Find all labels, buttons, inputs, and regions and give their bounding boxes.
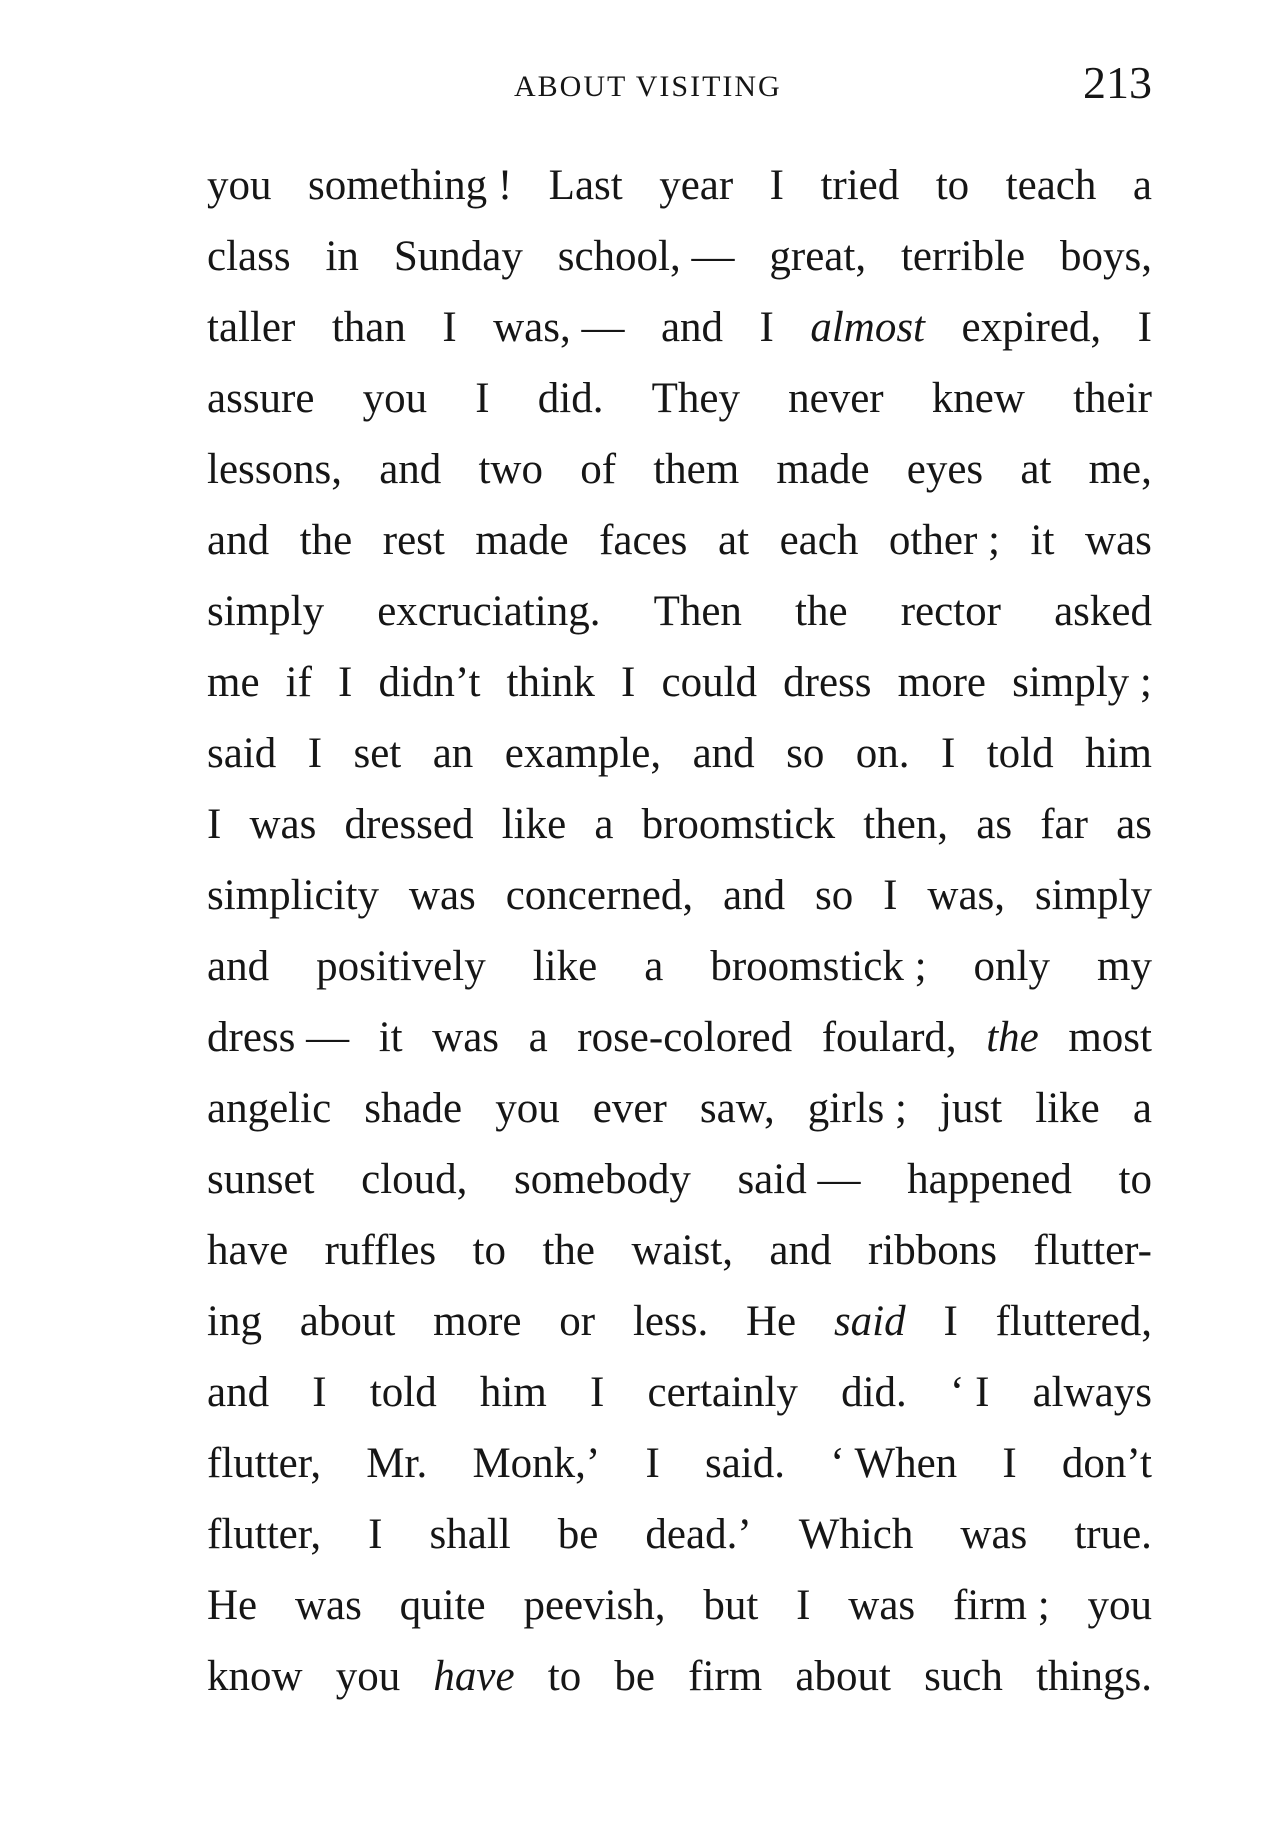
word: eyes <box>906 446 984 493</box>
word: so <box>815 872 854 919</box>
word: boys, <box>1060 233 1152 280</box>
word: always <box>1032 1369 1152 1416</box>
word: I <box>769 162 784 209</box>
word: be <box>557 1511 599 1558</box>
word: other ; <box>888 517 1000 564</box>
word: told <box>986 730 1054 777</box>
text-line <box>207 789 1152 860</box>
word: just <box>940 1085 1003 1132</box>
word: and <box>207 517 270 564</box>
word: think <box>506 659 595 706</box>
word: you <box>207 162 272 209</box>
word: it <box>1030 517 1055 564</box>
word: it <box>378 1014 403 1061</box>
word: less. <box>632 1298 709 1345</box>
word: their <box>1073 375 1152 422</box>
word: than <box>331 304 406 351</box>
text-line <box>207 931 1152 1002</box>
word: dress <box>783 659 872 706</box>
word: you <box>1087 1582 1152 1629</box>
word: was <box>960 1511 1028 1558</box>
word: as <box>1116 801 1152 848</box>
word: an <box>432 730 474 777</box>
word: I <box>943 1298 958 1345</box>
text-line <box>207 1641 1152 1712</box>
word: didn’t <box>378 659 481 706</box>
word: year <box>659 162 734 209</box>
word: was <box>848 1582 916 1629</box>
word: made <box>776 446 870 493</box>
word: a <box>644 943 664 990</box>
word: in <box>325 233 359 280</box>
word: tried <box>820 162 900 209</box>
word: happened <box>907 1156 1072 1203</box>
word: taller <box>207 304 296 351</box>
word: him <box>479 1369 547 1416</box>
word: dressed <box>344 801 474 848</box>
text-line <box>207 363 1152 434</box>
text-line <box>207 718 1152 789</box>
text-line <box>207 1357 1152 1428</box>
word: I <box>645 1440 660 1487</box>
italic-word: almost <box>810 304 926 351</box>
running-head <box>207 57 1152 120</box>
word: don’t <box>1061 1440 1152 1487</box>
word: I <box>475 375 490 422</box>
text-line <box>207 1499 1152 1570</box>
word: on. <box>855 730 910 777</box>
word: you <box>495 1085 560 1132</box>
word: and <box>769 1227 832 1274</box>
word: at <box>1020 446 1052 493</box>
word: saw, <box>699 1085 775 1132</box>
page-number: 213 <box>1083 57 1152 108</box>
text-line <box>207 505 1152 576</box>
word: simply <box>207 588 325 635</box>
word: you <box>335 1653 401 1700</box>
word: great, <box>769 233 867 280</box>
word: a <box>594 801 614 848</box>
word: ever <box>592 1085 667 1132</box>
word: was <box>1085 517 1152 564</box>
word: like <box>1035 1085 1100 1132</box>
word: such <box>924 1653 1003 1700</box>
word: and <box>660 304 724 351</box>
text-line <box>207 1144 1152 1215</box>
word: said — <box>737 1156 861 1203</box>
word: ruffles <box>324 1227 437 1274</box>
word: did. <box>537 375 604 422</box>
word: was <box>408 872 476 919</box>
word: only <box>973 943 1050 990</box>
word: I <box>589 1369 605 1416</box>
text-line <box>207 1570 1152 1641</box>
word: simplicity <box>207 872 379 919</box>
word: or <box>559 1298 596 1345</box>
word: expired, <box>961 304 1102 351</box>
word: a <box>1132 1085 1152 1132</box>
word: dress — <box>207 1014 350 1061</box>
text-line <box>207 1002 1152 1073</box>
word: Last <box>548 162 623 209</box>
word: Mr. <box>366 1440 428 1487</box>
word: each <box>779 517 859 564</box>
word: asked <box>1054 588 1152 635</box>
text-line <box>207 1428 1152 1499</box>
word: I <box>621 659 636 706</box>
word: I <box>1002 1440 1017 1487</box>
text-line <box>207 860 1152 931</box>
word: I <box>312 1369 327 1416</box>
word: Then <box>653 588 742 635</box>
word: somebody <box>514 1156 691 1203</box>
word: me <box>207 659 260 706</box>
word: knew <box>931 375 1025 422</box>
word: rest <box>382 517 445 564</box>
word: I <box>368 1511 383 1558</box>
word: be <box>614 1653 655 1700</box>
word: I <box>207 801 222 848</box>
word: could <box>661 659 758 706</box>
word: simply <box>1034 872 1152 919</box>
word: far <box>1040 801 1088 848</box>
word: flutter, <box>207 1511 322 1558</box>
word: about <box>795 1653 891 1700</box>
word: excruciating. <box>377 588 601 635</box>
word: to <box>547 1653 582 1700</box>
word: did. <box>841 1369 907 1416</box>
word: most <box>1068 1014 1152 1061</box>
word: dead.’ <box>645 1511 752 1558</box>
word: simply ; <box>1012 659 1152 706</box>
word: a <box>528 1014 548 1061</box>
word: firm <box>688 1653 763 1700</box>
word: rose-colored <box>577 1014 793 1061</box>
word: teach <box>1005 162 1097 209</box>
text-line <box>207 150 1152 221</box>
word: the <box>542 1227 595 1274</box>
word: and <box>379 446 442 493</box>
word: set <box>353 730 402 777</box>
word: you <box>362 375 428 422</box>
word: him <box>1085 730 1152 777</box>
word: He <box>746 1298 797 1345</box>
word: class <box>207 233 291 280</box>
word: positively <box>316 943 486 990</box>
text-line <box>207 1286 1152 1357</box>
word: at <box>717 517 750 564</box>
word: ing <box>207 1298 262 1345</box>
word: lessons, <box>207 446 342 493</box>
word: I <box>307 730 323 777</box>
word: I <box>940 730 956 777</box>
running-title: ABOUT VISITING <box>514 70 782 103</box>
word: He <box>207 1582 258 1629</box>
word: but <box>703 1582 759 1629</box>
word: broomstick <box>641 801 836 848</box>
word: never <box>788 375 884 422</box>
text-line <box>207 1215 1152 1286</box>
word: to <box>472 1227 506 1274</box>
word: know <box>207 1653 303 1700</box>
word: a <box>1132 162 1152 209</box>
word: They <box>651 375 740 422</box>
word: shall <box>429 1511 511 1558</box>
word: something ! <box>307 162 513 209</box>
word: me, <box>1088 446 1152 493</box>
word: true. <box>1074 1511 1152 1558</box>
word: the <box>795 588 848 635</box>
word: sunset <box>207 1156 315 1203</box>
word: to <box>935 162 970 209</box>
word: fluttered, <box>995 1298 1152 1345</box>
word: like <box>501 801 567 848</box>
word: said <box>207 730 277 777</box>
word: and <box>723 872 786 919</box>
word: firm ; <box>952 1582 1050 1629</box>
word: flutter- <box>1033 1227 1152 1274</box>
word: I <box>759 304 774 351</box>
text-line <box>207 221 1152 292</box>
word: then, <box>863 801 949 848</box>
word: like <box>532 943 598 990</box>
word: if <box>285 659 312 706</box>
word: waist, <box>631 1227 733 1274</box>
word: rector <box>900 588 1001 635</box>
word: flutter, <box>207 1440 322 1487</box>
word: example, <box>504 730 662 777</box>
word: angelic <box>207 1085 332 1132</box>
word: assure <box>207 375 315 422</box>
word: quite <box>399 1582 486 1629</box>
word: about <box>299 1298 396 1345</box>
text-line <box>207 434 1152 505</box>
word: more <box>897 659 986 706</box>
italic-word: the <box>986 1014 1039 1061</box>
word: was <box>249 801 317 848</box>
text-line <box>207 1073 1152 1144</box>
word: and <box>207 943 270 990</box>
word: two <box>478 446 543 493</box>
word: more <box>433 1298 522 1345</box>
word: Sunday <box>393 233 523 280</box>
word: certainly <box>647 1369 798 1416</box>
italic-word: said <box>833 1298 906 1345</box>
word: as <box>976 801 1013 848</box>
word: ‘ When <box>830 1440 958 1487</box>
word: broomstick ; <box>710 943 927 990</box>
word: cloud, <box>361 1156 468 1203</box>
word: I <box>883 872 898 919</box>
word: was, <box>927 872 1006 919</box>
word: I <box>338 659 353 706</box>
word: shade <box>364 1085 463 1132</box>
word: my <box>1097 943 1152 990</box>
italic-word: have <box>433 1653 515 1700</box>
word: I <box>796 1582 811 1629</box>
word: and <box>692 730 755 777</box>
word: was <box>432 1014 500 1061</box>
word: things. <box>1036 1653 1152 1700</box>
word: foulard, <box>821 1014 957 1061</box>
word: Which <box>798 1511 914 1558</box>
word: told <box>369 1369 437 1416</box>
text-line <box>207 576 1152 647</box>
word: faces <box>599 517 688 564</box>
word: to <box>1118 1156 1152 1203</box>
text-line <box>207 647 1152 718</box>
word: the <box>299 517 353 564</box>
word: girls ; <box>807 1085 907 1132</box>
word: school, — <box>557 233 735 280</box>
word: made <box>475 517 569 564</box>
body-text <box>207 150 1152 1712</box>
word: I <box>1137 304 1152 351</box>
word: I <box>442 304 457 351</box>
word: was, — <box>493 304 625 351</box>
word: said. <box>704 1440 786 1487</box>
word: them <box>653 446 740 493</box>
text-line <box>207 292 1152 363</box>
word: ribbons <box>867 1227 997 1274</box>
word: terrible <box>900 233 1026 280</box>
word: Monk,’ <box>472 1440 601 1487</box>
word: concerned, <box>505 872 694 919</box>
word: was <box>294 1582 362 1629</box>
word: so <box>786 730 825 777</box>
word: have <box>207 1227 289 1274</box>
word: ‘ I <box>950 1369 990 1416</box>
word: and <box>207 1369 270 1416</box>
word: of <box>580 446 617 493</box>
word: peevish, <box>523 1582 666 1629</box>
